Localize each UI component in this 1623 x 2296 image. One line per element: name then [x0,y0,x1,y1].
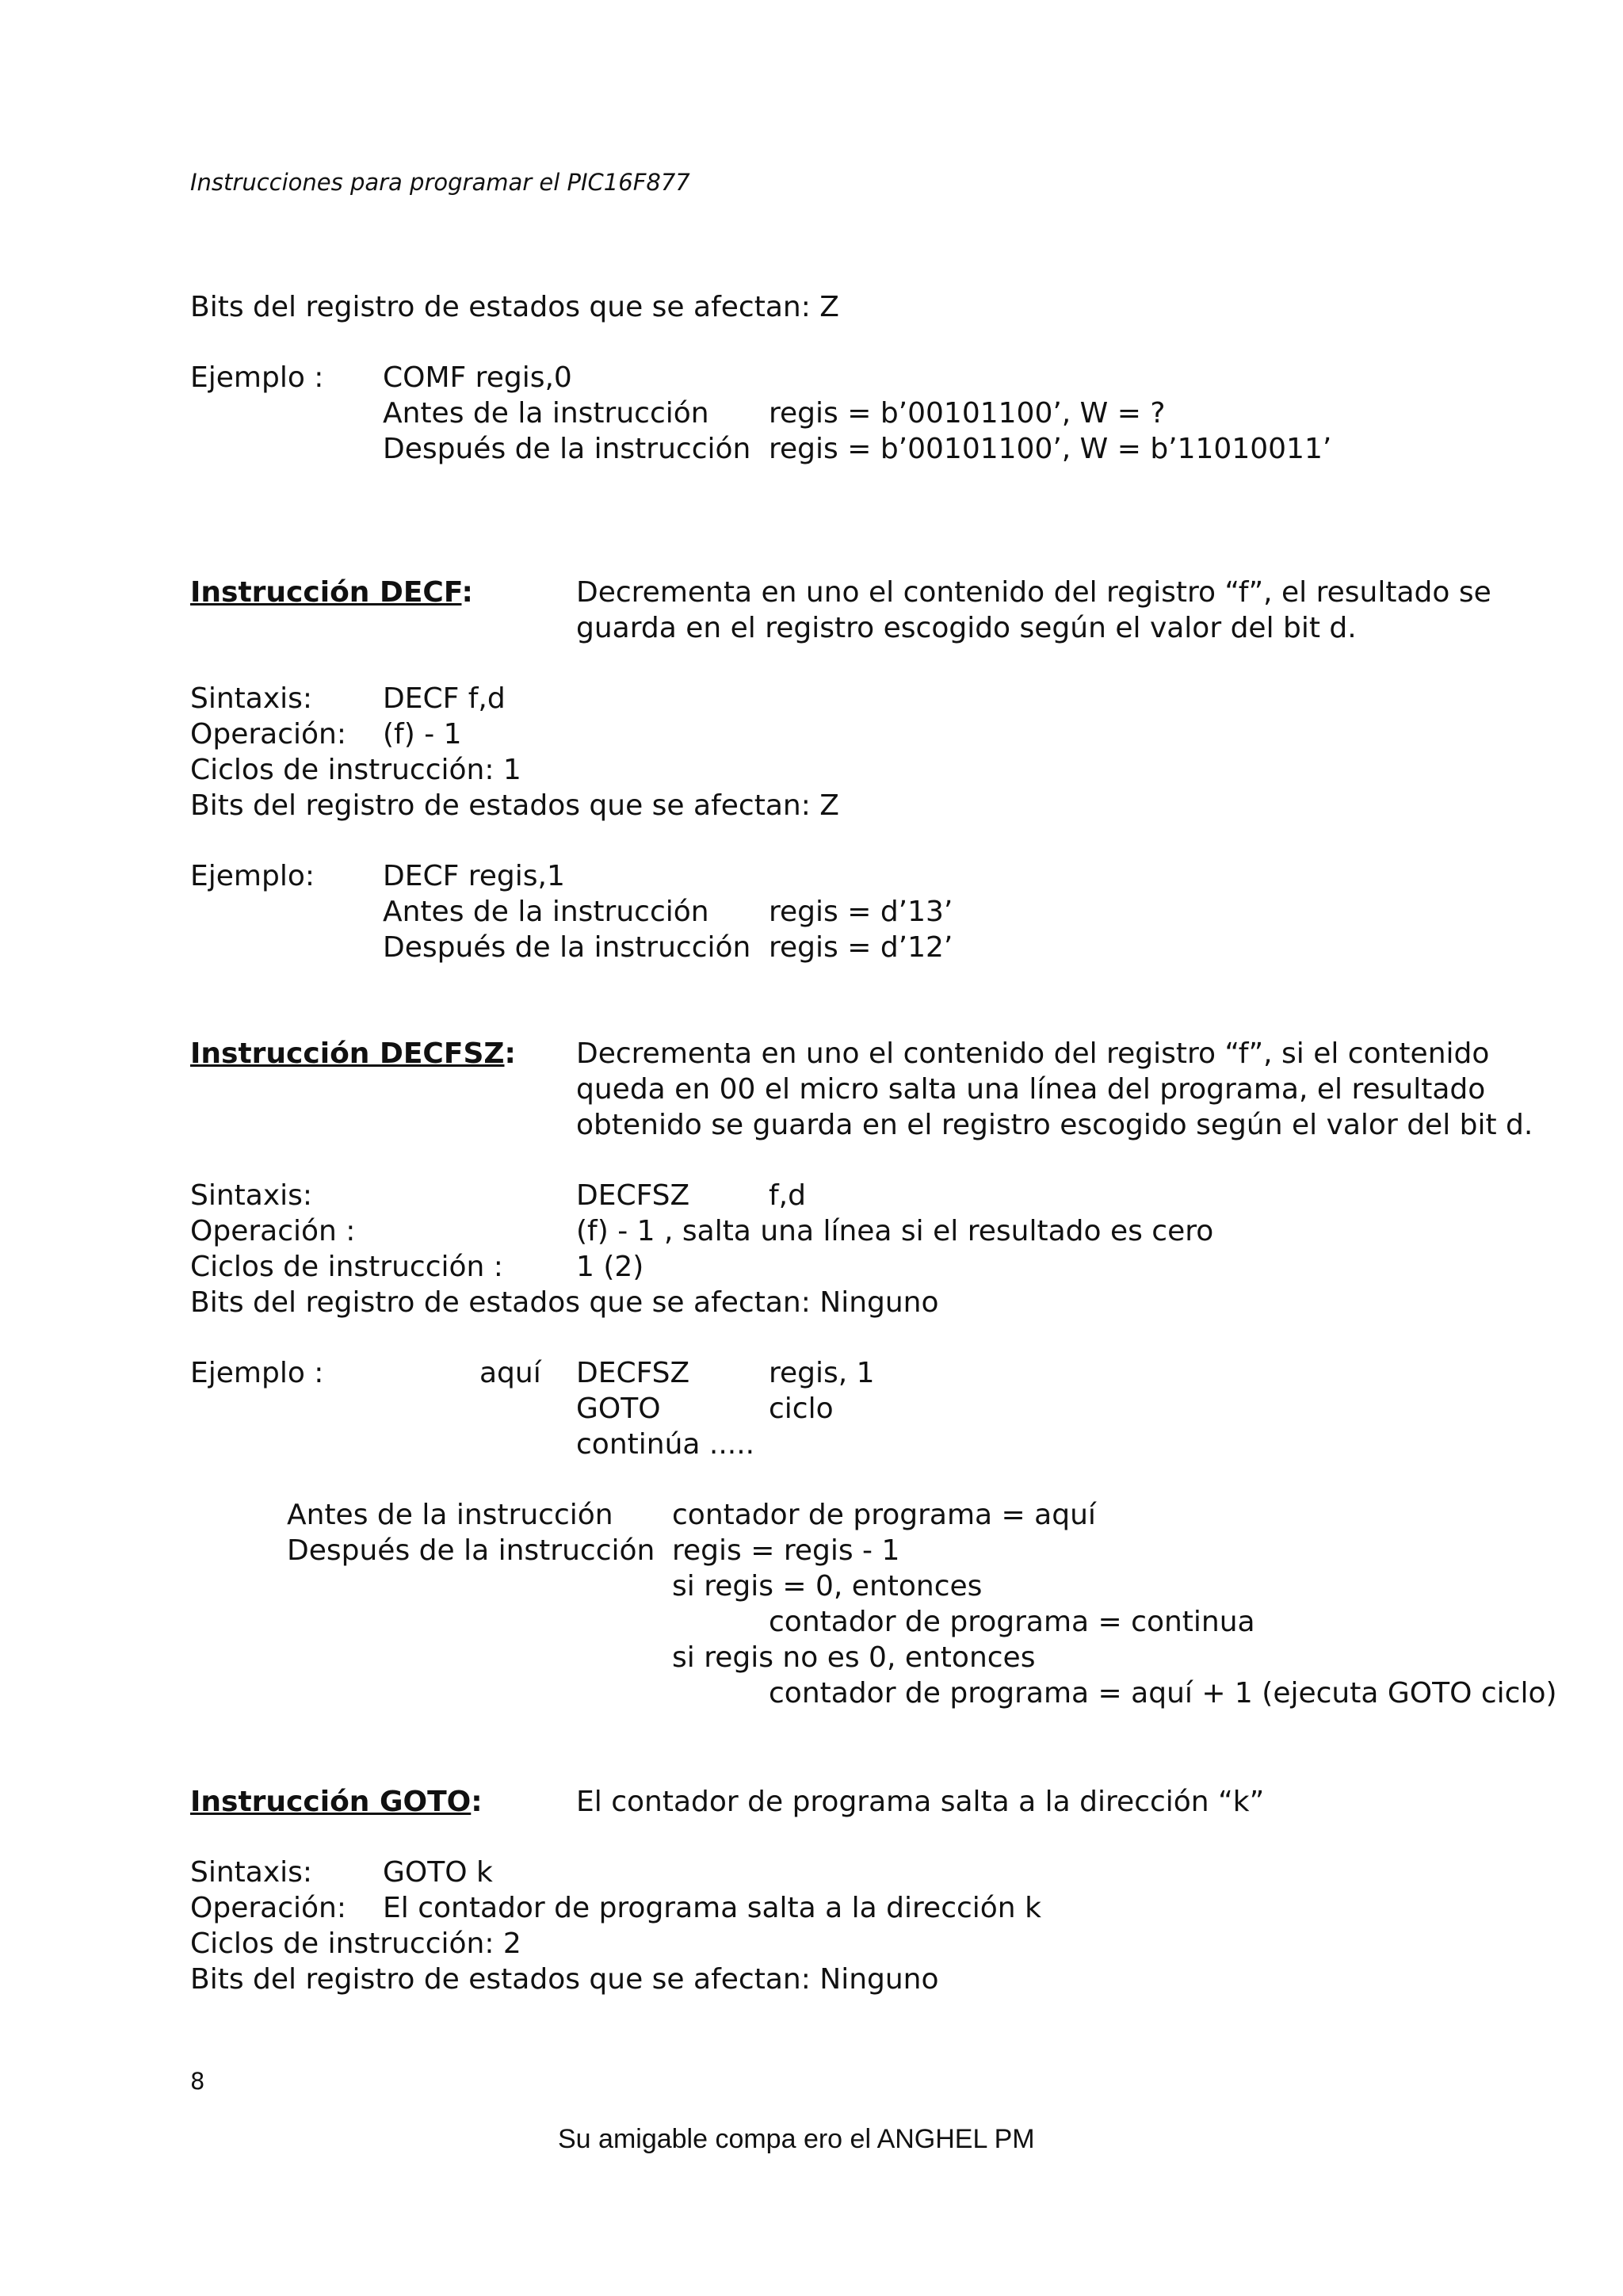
decf-cycles: Ciclos de instrucción: 1 [190,754,521,786]
decf-status-bits: Bits del registro de estados que se afectan: Z [190,789,839,822]
decfsz-cycles-label: Ciclos de instrucción : [190,1251,503,1283]
decfsz-title-colon: : [504,1037,516,1070]
comf-example-code: COMF regis,0 [383,361,572,394]
decfsz-syntax-label: Sintaxis: [190,1179,313,1212]
decfsz-after-line-3: contador de programa = continua [769,1606,1255,1638]
decfsz-title: Instrucción DECFSZ [190,1037,505,1070]
decfsz-example-label: Ejemplo : [190,1357,324,1389]
decf-title-colon: : [461,576,473,609]
decfsz-heading [190,1037,516,1072]
decfsz-syntax-op: DECFSZ [576,1179,690,1212]
decf-operation-value: (f) - 1 [383,718,462,751]
decf-after-value: regis = d’12’ [769,931,953,964]
comf-after-label: Después de la instrucción [383,433,751,465]
decf-syntax-value: DECF f,d [383,682,506,715]
goto-title-colon: : [471,1786,483,1818]
decfsz-before-value: contador de programa = aquí [672,1499,1096,1531]
decf-before-value: regis = d’13’ [769,896,953,928]
decfsz-cycles-value: 1 (2) [576,1251,644,1283]
comf-example-label: Ejemplo : [190,361,324,394]
decfsz-description-line-1: Decrementa en uno el contenido del registro “f”, si el contenido [576,1037,1490,1070]
goto-title: Instrucción GOTO [190,1786,472,1818]
decfsz-code-op-1: DECFSZ [576,1357,690,1389]
decfsz-after-label: Después de la instrucción [287,1534,655,1567]
goto-operation-label: Operación: [190,1892,346,1924]
goto-syntax-label: Sintaxis: [190,1856,313,1889]
decf-example-code: DECF regis,1 [383,860,565,892]
decf-before-label: Antes de la instrucción [383,896,709,928]
decfsz-after-line-2: si regis = 0, entonces [672,1570,983,1603]
decfsz-operation-value: (f) - 1 , salta una línea si el resultado es cero [576,1215,1214,1247]
decf-title: Instrucción DECF [190,576,462,609]
goto-heading [190,1785,483,1820]
decfsz-status-bits: Bits del registro de estados que se afectan: Ninguno [190,1286,939,1319]
decfsz-code-op-3: continúa ..... [576,1428,755,1461]
comf-status-bits: Bits del registro de estados que se afectan: Z [190,291,839,323]
decf-syntax-label: Sintaxis: [190,682,313,715]
goto-description: El contador de programa salta a la dirección “k” [576,1786,1265,1818]
decfsz-code-op-2: GOTO [576,1392,661,1425]
decfsz-operation-label: Operación : [190,1215,356,1247]
page-footer: Su amigable compa ero el ANGHEL PM [558,2124,1035,2154]
decfsz-syntax-arg: f,d [769,1179,806,1212]
decfsz-code-arg-2: ciclo [769,1392,834,1425]
goto-syntax-value: GOTO k [383,1856,493,1889]
decfsz-example-tag: aquí [479,1357,541,1389]
decfsz-before-label: Antes de la instrucción [287,1499,613,1531]
comf-after-value: regis = b’00101100’, W = b’11010011’ [769,433,1332,465]
decfsz-after-line-5: contador de programa = aquí + 1 (ejecuta GOTO ciclo) [769,1677,1557,1710]
page-number: 8 [190,2068,205,2095]
goto-operation-value: El contador de programa salta a la dirección k [383,1892,1041,1924]
decfsz-after-line-1: regis = regis - 1 [672,1534,900,1567]
goto-cycles: Ciclos de instrucción: 2 [190,1927,521,1960]
running-header: Instrucciones para programar el PIC16F877 [190,169,690,196]
goto-status-bits: Bits del registro de estados que se afectan: Ninguno [190,1963,939,1996]
decf-example-label: Ejemplo: [190,860,315,892]
comf-before-label: Antes de la instrucción [383,397,709,430]
decfsz-code-arg-1: regis, 1 [769,1357,875,1389]
decf-operation-label: Operación: [190,718,346,751]
decf-after-label: Después de la instrucción [383,931,751,964]
decfsz-description-line-3: obtenido se guarda en el registro escogido según el valor del bit d. [576,1109,1533,1141]
comf-before-value: regis = b’00101100’, W = ? [769,397,1166,430]
decfsz-description-line-2: queda en 00 el micro salta una línea del programa, el resultado [576,1073,1486,1106]
decf-description-line-1: Decrementa en uno el contenido del registro “f”, el resultado se [576,576,1491,609]
decf-heading [190,575,473,610]
decf-description-line-2: guarda en el registro escogido según el valor del bit d. [576,612,1357,644]
decfsz-after-line-4: si regis no es 0, entonces [672,1641,1036,1674]
